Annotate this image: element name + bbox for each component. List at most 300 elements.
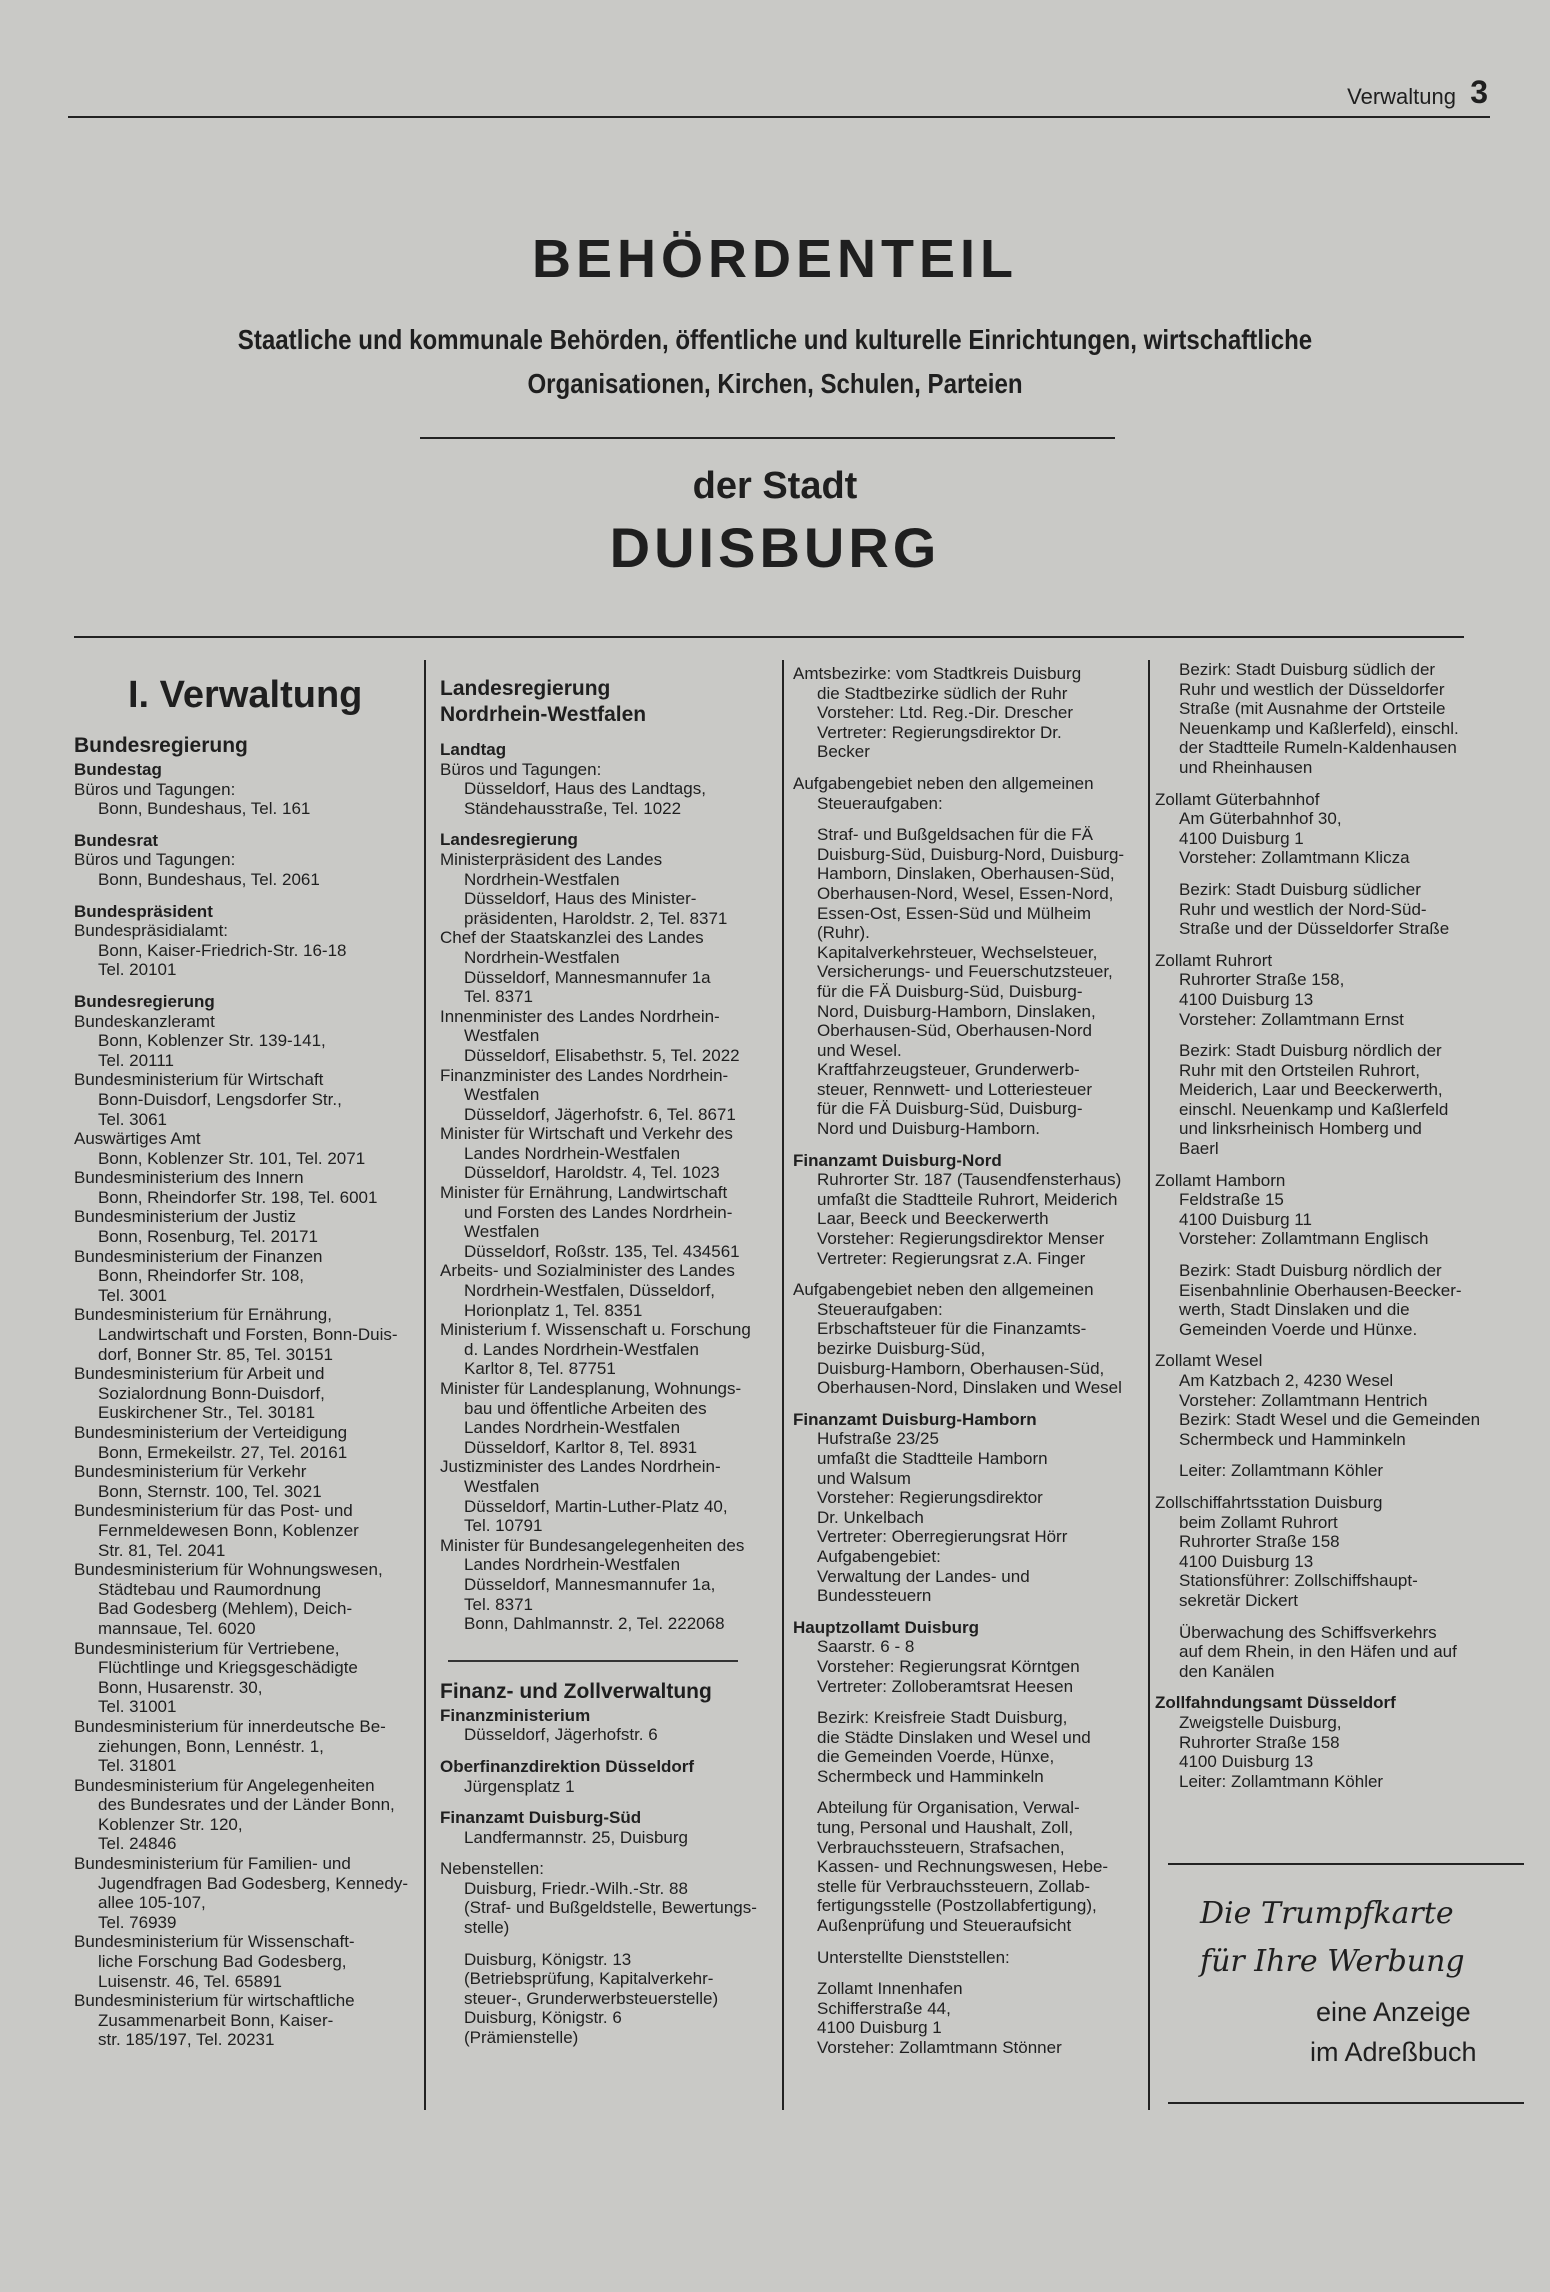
- entry-line: Bundesministerium für innerdeutsche Be-: [74, 1716, 386, 1736]
- spacer: [1155, 1449, 1485, 1461]
- spacer: [1155, 939, 1485, 951]
- entry-heading: Bundesrat: [74, 830, 159, 850]
- entry: [793, 664, 1145, 762]
- entry-line: Bundesministerium für das Post- und: [74, 1501, 353, 1521]
- entry: [1155, 1693, 1485, 1791]
- spacer: [74, 2050, 414, 2062]
- entry-line: mannsaue, Tel. 6020: [98, 1618, 256, 1638]
- entry-line: Leiter: Zollamtmann Köhler: [1179, 1461, 1384, 1481]
- entry-line: Aufgabengebiet neben den allgemeinen: [793, 1280, 1094, 1300]
- entry-line: str. 185/197, Tel. 20231: [98, 2030, 275, 2050]
- entry-line: Vertreter: Oberregierungsrat Hörr: [817, 1527, 1068, 1547]
- entry-line: Verwaltung der Landes- und: [817, 1566, 1030, 1586]
- entry-line: Meiderich, Laar und Beeckerwerth,: [1179, 1080, 1443, 1100]
- entry-line: Landes Nordrhein-Westfalen: [464, 1555, 681, 1575]
- entry-line: Vorsteher: Zollamtmann Ernst: [1179, 1009, 1404, 1029]
- entry-line: Am Katzbach 2, 4230 Wesel: [1179, 1371, 1394, 1390]
- entry: [1155, 880, 1485, 939]
- page-number: 3: [1470, 74, 1488, 110]
- entry-line: Bundesministerium für Familien- und: [74, 1854, 351, 1874]
- entry-line: Zollamt Hamborn: [1155, 1170, 1286, 1190]
- entry: [1155, 1623, 1485, 1682]
- running-header: [68, 76, 1490, 118]
- entry-heading: Zollfahndungsamt Düsseldorf: [1155, 1693, 1396, 1713]
- entry-line: 4100 Duisburg 13: [1179, 1752, 1314, 1772]
- entry-line: der Stadtteile Rumeln-Kaldenhausen: [1179, 738, 1457, 758]
- entry-line: Bundesministerium für Verkehr: [74, 1462, 307, 1482]
- entry-line: Flüchtlinge und Kriegsgeschädigte: [98, 1658, 358, 1678]
- entry-line: umfaßt die Stadtteile Hamborn: [817, 1448, 1048, 1468]
- entry-line: Tel. 31001: [98, 1697, 177, 1717]
- entry-line: tung, Personal und Haushalt, Zoll,: [817, 1818, 1074, 1838]
- entry-line: Düsseldorf, Jägerhofstr. 6: [464, 1725, 658, 1745]
- spacer: [793, 1967, 1145, 1979]
- entry: [1155, 1171, 1485, 1249]
- entry-line: Bundesministerium für Ernährung,: [74, 1305, 332, 1325]
- entry: [793, 774, 1145, 813]
- entry-line: Karltor 8, Tel. 87751: [464, 1359, 616, 1379]
- entry-heading: Bundestag: [74, 760, 162, 779]
- entry-line: 4100 Duisburg 1: [817, 2018, 942, 2038]
- spacer: [793, 1398, 1145, 1410]
- entry-line: Abteilung für Organisation, Verwal-: [817, 1798, 1080, 1818]
- entry-line: Eisenbahnlinie Oberhausen-Beecker-: [1179, 1280, 1462, 1300]
- entry-heading: Oberfinanzdirektion Düsseldorf: [440, 1756, 695, 1776]
- entry-line: Westfalen: [464, 1222, 540, 1242]
- entry-line: Bonn, Bundeshaus, Tel. 161: [98, 799, 311, 819]
- entry-line: Hamborn, Dinslaken, Oberhausen-Süd,: [817, 864, 1115, 884]
- entry-line: Finanzminister des Landes Nordrhein-: [440, 1065, 729, 1085]
- entry: [440, 1808, 775, 1847]
- entry-line: Zollschiffahrtsstation Duisburg: [1155, 1492, 1383, 1512]
- entry-line: 4100 Duisburg 13: [1179, 989, 1314, 1009]
- entry-line: Tel. 3001: [98, 1285, 167, 1305]
- entry-line: Ruhrorter Straße 158,: [1179, 970, 1345, 990]
- entry-line: Amtsbezirke: vom Stadtkreis Duisburg: [793, 664, 1082, 683]
- entry: [793, 1708, 1145, 1786]
- ad-script-line: Die Trumpfkarte: [1200, 1896, 1454, 1931]
- entry: [1155, 1261, 1485, 1339]
- entry-line: Duisburg-Süd, Duisburg-Nord, Duisburg-: [817, 844, 1125, 864]
- entry-line: bau und öffentliche Arbeiten des: [464, 1398, 707, 1418]
- entry-line: Ruhr und westlich der Düsseldorfer: [1179, 679, 1445, 699]
- entry-line: sekretär Dickert: [1179, 1590, 1299, 1610]
- entry-line: Tel. 8371: [464, 1594, 533, 1614]
- entry-line: Fernmeldewesen Bonn, Koblenzer: [98, 1520, 359, 1540]
- entry-line: Minister für Wirtschaft und Verkehr des: [440, 1124, 733, 1144]
- entry-line: Oberhausen-Nord, Dinslaken und Wesel: [817, 1378, 1122, 1398]
- entry-line: Büros und Tagungen:: [440, 759, 602, 779]
- spacer: [1155, 1611, 1485, 1623]
- running-title: Verwaltung: [1347, 84, 1456, 109]
- entry-line: Westfalen: [464, 1085, 540, 1105]
- entry-line: Steueraufgaben:: [817, 793, 943, 813]
- entry-line: Stationsführer: Zollschiffshaupt-: [1179, 1571, 1418, 1591]
- spacer: [1155, 778, 1485, 790]
- entry-line: Tel. 20101: [98, 960, 177, 980]
- entry-line: Innenminister des Landes Nordrhein-: [440, 1006, 720, 1026]
- ad-text-line: eine Anzeige: [1315, 1997, 1471, 2027]
- entry: [440, 1757, 775, 1796]
- entry-line: Büros und Tagungen:: [74, 779, 236, 799]
- entry-line: Bezirk: Stadt Duisburg südlicher: [1179, 879, 1421, 899]
- entry-line: Ruhrorter Straße 158: [1179, 1532, 1340, 1552]
- entry-line: Bundesministerium des Innern: [74, 1168, 304, 1188]
- content-rule: [74, 636, 1464, 638]
- entry-line: Straf- und Bußgeldsachen für die FÄ: [817, 825, 1093, 845]
- entry: [1155, 660, 1485, 778]
- spacer: [1155, 868, 1485, 880]
- spacer: [74, 980, 414, 992]
- entry-line: Bezirk: Stadt Duisburg südlich der: [1179, 660, 1436, 679]
- entry-line: Zollamt Ruhrort: [1155, 950, 1273, 970]
- entry-line: und Walsum: [817, 1468, 911, 1488]
- entry-line: Düsseldorf, Jägerhofstr. 6, Tel. 8671: [464, 1104, 736, 1124]
- entry-line: Duisburg, Königstr. 13: [464, 1949, 632, 1969]
- entry: [793, 1798, 1145, 1935]
- entry: [793, 1948, 1145, 1968]
- entry-line: beim Zollamt Ruhrort: [1179, 1512, 1338, 1532]
- entry-line: umfaßt die Stadtteile Ruhrort, Meiderich: [817, 1189, 1118, 1209]
- entry-line: Städtebau und Raumordnung: [98, 1579, 322, 1599]
- entry-line: Gemeinden Voerde und Hünxe.: [1179, 1319, 1418, 1339]
- entry-line: Nord und Duisburg-Hamborn.: [817, 1119, 1040, 1139]
- entry: [74, 992, 414, 2050]
- entry-line: Bonn, Bundeshaus, Tel. 2061: [98, 869, 320, 889]
- entry-line: Zusammenarbeit Bonn, Kaiser-: [98, 2010, 334, 2030]
- spacer: [1155, 1681, 1485, 1693]
- entry-heading: Landesregierung: [440, 830, 578, 850]
- entry-line: Nord, Duisburg-Hamborn, Dinslaken,: [817, 1001, 1096, 1021]
- entry-line: Bad Godesberg (Mehlem), Deich-: [98, 1599, 353, 1619]
- entry-line: Ruhrorter Str. 187 (Tausendfensterhaus): [817, 1170, 1122, 1190]
- entry-line: Essen-Ost, Essen-Süd und Mülheim: [817, 903, 1092, 923]
- entry-line: Nordrhein-Westfalen: [464, 869, 620, 889]
- entry-line: Bonn, Koblenzer Str. 139-141,: [98, 1031, 326, 1051]
- spacer: [793, 1606, 1145, 1618]
- entry-line: Straße und der Düsseldorfer Straße: [1179, 919, 1450, 939]
- column-divider: [1148, 660, 1150, 2110]
- entry-line: Bonn, Rosenburg, Tel. 20171: [98, 1227, 318, 1247]
- main-title: BEHÖRDENTEIL: [531, 229, 1018, 289]
- entry-line: Oberhausen-Süd, Oberhausen-Nord: [817, 1021, 1092, 1041]
- entry-line: Kapitalverkehrsteuer, Wechselsteuer,: [817, 942, 1098, 962]
- entry-line: Bundesministerium für Wohnungswesen,: [74, 1560, 383, 1580]
- entry-heading: Hauptzollamt Duisburg: [793, 1617, 980, 1637]
- entry-line: (Betriebsprüfung, Kapitalverkehr-: [464, 1969, 714, 1989]
- entry-line: Hufstraße 23/25: [817, 1429, 939, 1449]
- spacer: [793, 1139, 1145, 1151]
- entry-line: Ministerium f. Wissenschaft u. Forschung: [440, 1320, 751, 1340]
- entry-line: Bonn-Duisdorf, Lengsdorfer Str.,: [98, 1089, 342, 1109]
- entry-line: Leiter: Zollamtmann Köhler: [1179, 1771, 1384, 1791]
- spacer: [74, 819, 414, 831]
- entry-line: steuer-, Grunderwerbsteuerstelle): [464, 1988, 719, 2008]
- entry-line: Nebenstellen:: [440, 1859, 544, 1879]
- entry-line: Justizminister des Landes Nordrhein-: [440, 1457, 721, 1477]
- entry-line: Nordrhein-Westfalen: [464, 947, 620, 967]
- entry-line: für die FÄ Duisburg-Süd, Duisburg-: [817, 1099, 1083, 1119]
- column-4: [1155, 660, 1485, 1803]
- subtitle: [229, 318, 1321, 406]
- entry-line: Nordrhein-Westfalen, Düsseldorf,: [464, 1281, 716, 1301]
- column-divider: [424, 660, 426, 2110]
- entry-line: Bonn, Kaiser-Friedrich-Str. 16-18: [98, 940, 347, 960]
- spacer: [1155, 1339, 1485, 1351]
- entry-line: Unterstellte Dienststellen:: [817, 1947, 1010, 1967]
- spacer: [440, 1796, 775, 1808]
- entry-line: Auswärtiges Amt: [74, 1129, 201, 1149]
- entry: [440, 740, 775, 818]
- entry-line: den Kanälen: [1179, 1661, 1275, 1681]
- entry-line: für die FÄ Duisburg-Süd, Duisburg-: [817, 981, 1083, 1001]
- entry-line: Am Güterbahnhof 30,: [1179, 809, 1342, 829]
- entry-line: Kassen- und Rechnungswesen, Hebe-: [817, 1857, 1109, 1877]
- entry-line: die Stadtbezirke südlich der Ruhr: [817, 683, 1068, 703]
- entry-line: Ruhr mit den Ortsteilen Ruhrort,: [1179, 1060, 1420, 1080]
- entry-line: Bezirk: Stadt Duisburg nördlich der: [1179, 1041, 1442, 1061]
- spacer: [793, 1696, 1145, 1708]
- entry: [74, 760, 414, 819]
- entry-line: Vorsteher: Ltd. Reg.-Dir. Drescher: [817, 703, 1074, 723]
- entry-line: Erbschaftsteuer für die Finanzamts-: [817, 1319, 1087, 1339]
- entry-line: Vorsteher: Zollamtmann Englisch: [1179, 1229, 1429, 1249]
- ad-bottom-rule: [1168, 2102, 1524, 2104]
- entry-line: Bundesministerium für wirtschaftliche: [74, 1991, 355, 2011]
- entry-line: Außenprüfung und Steueraufsicht: [817, 1916, 1072, 1936]
- entry-line: Tel. 24846: [98, 1834, 177, 1854]
- entry-line: Jürgensplatz 1: [464, 1776, 575, 1796]
- spacer: [793, 762, 1145, 774]
- entry-heading: Bundespräsident: [74, 901, 213, 921]
- entry-line: und Wesel.: [817, 1040, 902, 1060]
- entry: [440, 1950, 775, 2048]
- entry-line: Duisburg, Königstr. 6: [464, 2008, 622, 2028]
- entry: [793, 825, 1145, 1139]
- entry: [793, 1979, 1145, 2057]
- entry-line: Vorsteher: Regierungsdirektor Menser: [817, 1229, 1105, 1249]
- entry-line: Düsseldorf, Mannesmannufer 1a: [464, 967, 711, 987]
- spacer: [440, 1634, 775, 1646]
- entry-line: 4100 Duisburg 13: [1179, 1551, 1314, 1571]
- entry-line: präsidenten, Haroldstr. 2, Tel. 8371: [464, 908, 728, 928]
- entry-line: Bonn, Rheindorfer Str. 108,: [98, 1266, 305, 1286]
- entry-line: Düsseldorf, Roßstr. 135, Tel. 434561: [464, 1241, 740, 1261]
- entry-line: und linksrheinisch Homberg und: [1179, 1119, 1422, 1139]
- entry: [74, 831, 414, 890]
- entry-line: Duisburg, Friedr.-Wilh.-Str. 88: [464, 1878, 688, 1898]
- entry: [74, 902, 414, 980]
- entry-line: die Städte Dinslaken und Wesel und: [817, 1727, 1091, 1747]
- entry-line: Neuenkamp und Kaßlerfeld), einschl.: [1179, 718, 1459, 738]
- entry-line: Düsseldorf, Elisabethstr. 5, Tel. 2022: [464, 1045, 740, 1065]
- entry-line: einschl. Neuenkamp und Kaßlerfeld: [1179, 1099, 1449, 1119]
- entry-line: Zollamt Innenhafen: [817, 1979, 963, 1999]
- entry-line: Ständehausstraße, Tel. 1022: [464, 798, 682, 818]
- entry-line: Bonn, Ermekeilstr. 27, Tel. 20161: [98, 1442, 348, 1462]
- column-1: [74, 672, 414, 2062]
- entry-line: Tel. 8371: [464, 987, 533, 1007]
- entry-line: Kraftfahrzeugsteuer, Grunderwerb-: [817, 1060, 1080, 1080]
- entry-line: dorf, Bonner Str. 85, Tel. 30151: [98, 1344, 334, 1364]
- entry-line: (Prämienstelle): [464, 2028, 579, 2048]
- entry-line: Aufgabengebiet:: [817, 1546, 941, 1566]
- column-2: [440, 672, 775, 2060]
- entry-line: Düsseldorf, Mannesmannufer 1a,: [464, 1574, 716, 1594]
- entry-line: Bezirk: Stadt Wesel und die Gemeinden: [1179, 1410, 1481, 1430]
- entry-line: Baerl: [1179, 1139, 1219, 1159]
- spacer: [793, 813, 1145, 825]
- entry-line: des Bundesrates und der Länder Bonn,: [98, 1795, 395, 1815]
- entry-line: Bonn, Husarenstr. 30,: [98, 1677, 263, 1697]
- spacer: [440, 1847, 775, 1859]
- entry-line: Bundesministerium für Wirtschaft: [74, 1070, 324, 1090]
- entry-line: Vorsteher: Regierungsrat Körntgen: [817, 1656, 1080, 1676]
- entry-line: fertigungsstelle (Postzollabfertigung),: [817, 1896, 1097, 1916]
- column-divider: [782, 660, 784, 2110]
- city-prefix: der Stadt: [692, 465, 858, 507]
- entry-line: Vertreter: Regierungsrat z.A. Finger: [817, 1248, 1086, 1268]
- entry: [793, 1618, 1145, 1696]
- spacer: [440, 728, 775, 740]
- entry-line: Saarstr. 6 - 8: [817, 1637, 915, 1657]
- entry: [440, 830, 775, 1633]
- entry-line: Bundesministerium der Justiz: [74, 1207, 297, 1227]
- entry-line: 4100 Duisburg 1: [1179, 828, 1304, 848]
- entry-heading: Bundesregierung: [74, 991, 215, 1011]
- entry: [440, 1706, 775, 1745]
- entry-line: Vorsteher: Zollamtmann Klicza: [1179, 848, 1410, 868]
- entry-line: Tel. 20111: [98, 1050, 174, 1070]
- entry-heading: Finanzamt Duisburg-Süd: [440, 1808, 642, 1828]
- entry-line: Schermbeck und Hamminkeln: [1179, 1429, 1406, 1449]
- entry-line: 4100 Duisburg 11: [1179, 1209, 1312, 1229]
- entry-line: stelle): [464, 1918, 510, 1938]
- entry-line: Zollamt Wesel: [1155, 1351, 1263, 1371]
- entry: [1155, 1351, 1485, 1449]
- spacer: [1155, 1029, 1485, 1041]
- entry-line: Straße (mit Ausnahme der Ortsteile: [1179, 699, 1446, 719]
- entry-line: Koblenzer Str. 120,: [98, 1814, 243, 1834]
- entry-heading: Finanzamt Duisburg-Nord: [793, 1150, 1002, 1170]
- entry-line: Landes Nordrhein-Westfalen: [464, 1143, 681, 1163]
- entry-line: Zollamt Güterbahnhof: [1155, 789, 1320, 809]
- entry-line: Bundesministerium der Finanzen: [74, 1246, 323, 1266]
- entry-line: Minister für Landesplanung, Wohnungs-: [440, 1379, 742, 1398]
- entry-line: Zweigstelle Duisburg,: [1179, 1712, 1342, 1732]
- spacer: [440, 1938, 775, 1950]
- entry-line: Minister für Bundesangelegenheiten des: [440, 1535, 745, 1555]
- entry-line: werth, Stadt Dinslaken und die: [1179, 1300, 1410, 1320]
- entry-line: bezirke Duisburg-Süd,: [817, 1339, 986, 1358]
- section-title: Landesregierung Nordrhein-Westfalen: [440, 677, 647, 726]
- entry-line: Vertreter: Regierungsdirektor Dr.: [817, 722, 1062, 742]
- entry-line: die Gemeinden Voerde, Hünxe,: [817, 1747, 1055, 1767]
- entry-line: Vertreter: Zolloberamtsrat Heesen: [817, 1676, 1074, 1696]
- entry-line: Bundessteuern: [817, 1586, 932, 1606]
- spacer: [440, 2048, 775, 2060]
- entry-line: Landfermannstr. 25, Duisburg: [464, 1827, 688, 1847]
- entry-line: stelle für Verbrauchssteuern, Zollab-: [817, 1876, 1091, 1896]
- entry-line: (Straf- und Bußgeldstelle, Bewertungs-: [464, 1898, 757, 1918]
- entry-line: Dr. Unkelbach: [817, 1507, 924, 1527]
- entry-line: Minister für Ernährung, Landwirtschaft: [440, 1183, 728, 1203]
- entry-line: Tel. 10791: [464, 1516, 543, 1536]
- entry-line: Tel. 31801: [98, 1756, 177, 1776]
- entry-line: Bundesministerium für Angelegenheiten: [74, 1775, 375, 1795]
- entry: [793, 1410, 1145, 1606]
- entry-line: Vorsteher: Zollamtmann Hentrich: [1179, 1390, 1428, 1410]
- ad-text-line: im Adreßbuch: [1310, 2037, 1477, 2067]
- entry-line: Arbeits- und Sozialminister des Landes: [440, 1261, 735, 1281]
- entry-line: Düsseldorf, Haus des Minister-: [464, 889, 697, 909]
- spacer: [793, 1268, 1145, 1280]
- entry-line: Westfalen: [464, 1026, 540, 1046]
- ad-script: [1200, 1890, 1465, 1986]
- entry-line: und Rheinhausen: [1179, 757, 1313, 777]
- entry: [1155, 951, 1485, 1029]
- entry: [440, 1859, 775, 1937]
- entry-line: Bezirk: Stadt Duisburg nördlich der: [1179, 1261, 1442, 1281]
- entry-line: Verbrauchssteuern, Strafsachen,: [817, 1837, 1065, 1857]
- entry-line: und Forsten des Landes Nordrhein-: [464, 1202, 733, 1222]
- entry-line: Ruhrorter Straße 158: [1179, 1732, 1340, 1752]
- entry-line: Str. 81, Tel. 2041: [98, 1540, 226, 1560]
- entry: [1155, 1041, 1485, 1159]
- entry-line: liche Forschung Bad Godesberg,: [98, 1952, 347, 1972]
- spacer: [1155, 1249, 1485, 1261]
- entry: [1155, 790, 1485, 868]
- entry-line: Tel. 76939: [98, 1912, 177, 1932]
- entry: [793, 1151, 1145, 1269]
- entry-line: Bundesministerium der Verteidigung: [74, 1423, 348, 1442]
- subtitle-line: Staatliche und kommunale Behörden, öffentliche und kulturelle Einrichtungen, wirtschaftliche: [237, 324, 1313, 355]
- spacer: [1155, 1791, 1485, 1803]
- entry-line: Düsseldorf, Martin-Luther-Platz 40,: [464, 1496, 728, 1516]
- entry: [1155, 1493, 1485, 1611]
- entry-line: Vorsteher: Zollamtmann Stönner: [817, 2038, 1062, 2057]
- ad-text: [1310, 1992, 1477, 2072]
- entry-line: Bonn, Rheindorfer Str. 198, Tel. 6001: [98, 1187, 378, 1207]
- entry-line: Sozialordnung Bonn-Duisdorf,: [98, 1383, 325, 1403]
- spacer: [1155, 1481, 1485, 1493]
- entry-line: Düsseldorf, Haroldstr. 4, Tel. 1023: [464, 1163, 720, 1183]
- column-3: [793, 664, 1145, 2070]
- entry-line: Becker: [817, 742, 870, 762]
- entry-line: Düsseldorf, Haus des Landtags,: [464, 779, 706, 799]
- spacer: [793, 1786, 1145, 1798]
- entry-line: Überwachung des Schiffsverkehrs: [1179, 1622, 1437, 1642]
- section-heading: I. Verwaltung: [128, 674, 363, 716]
- entry-line: Duisburg-Hamborn, Oberhausen-Süd,: [817, 1358, 1105, 1378]
- section-title: Finanz- und Zollverwaltung: [440, 1679, 712, 1703]
- entry-line: Vorsteher: Regierungsdirektor: [817, 1488, 1043, 1508]
- section-title: Bundesregierung: [74, 734, 248, 757]
- entry-line: Ministerpräsident des Landes: [440, 849, 663, 869]
- entry-line: Bundespräsidialamt:: [74, 921, 229, 941]
- entry-line: Laar, Beeck und Beeckerwerth: [817, 1209, 1049, 1229]
- spacer: [74, 890, 414, 902]
- entry-line: ziehungen, Bonn, Lennéstr. 1,: [98, 1736, 324, 1756]
- entry-line: Steueraufgaben:: [817, 1299, 943, 1319]
- entry-line: Bonn, Dahlmannstr. 2, Tel. 222068: [464, 1614, 725, 1634]
- subtitle-line: Organisationen, Kirchen, Schulen, Parteien: [527, 368, 1023, 399]
- entry-line: Bonn, Sternstr. 100, Tel. 3021: [98, 1481, 322, 1501]
- spacer: [1155, 1159, 1485, 1171]
- entry-line: d. Landes Nordrhein-Westfalen: [464, 1339, 699, 1359]
- entry-line: Oberhausen-Nord, Wesel, Essen-Nord,: [817, 883, 1114, 903]
- entry-line: Chef der Staatskanzlei des Landes: [440, 928, 704, 948]
